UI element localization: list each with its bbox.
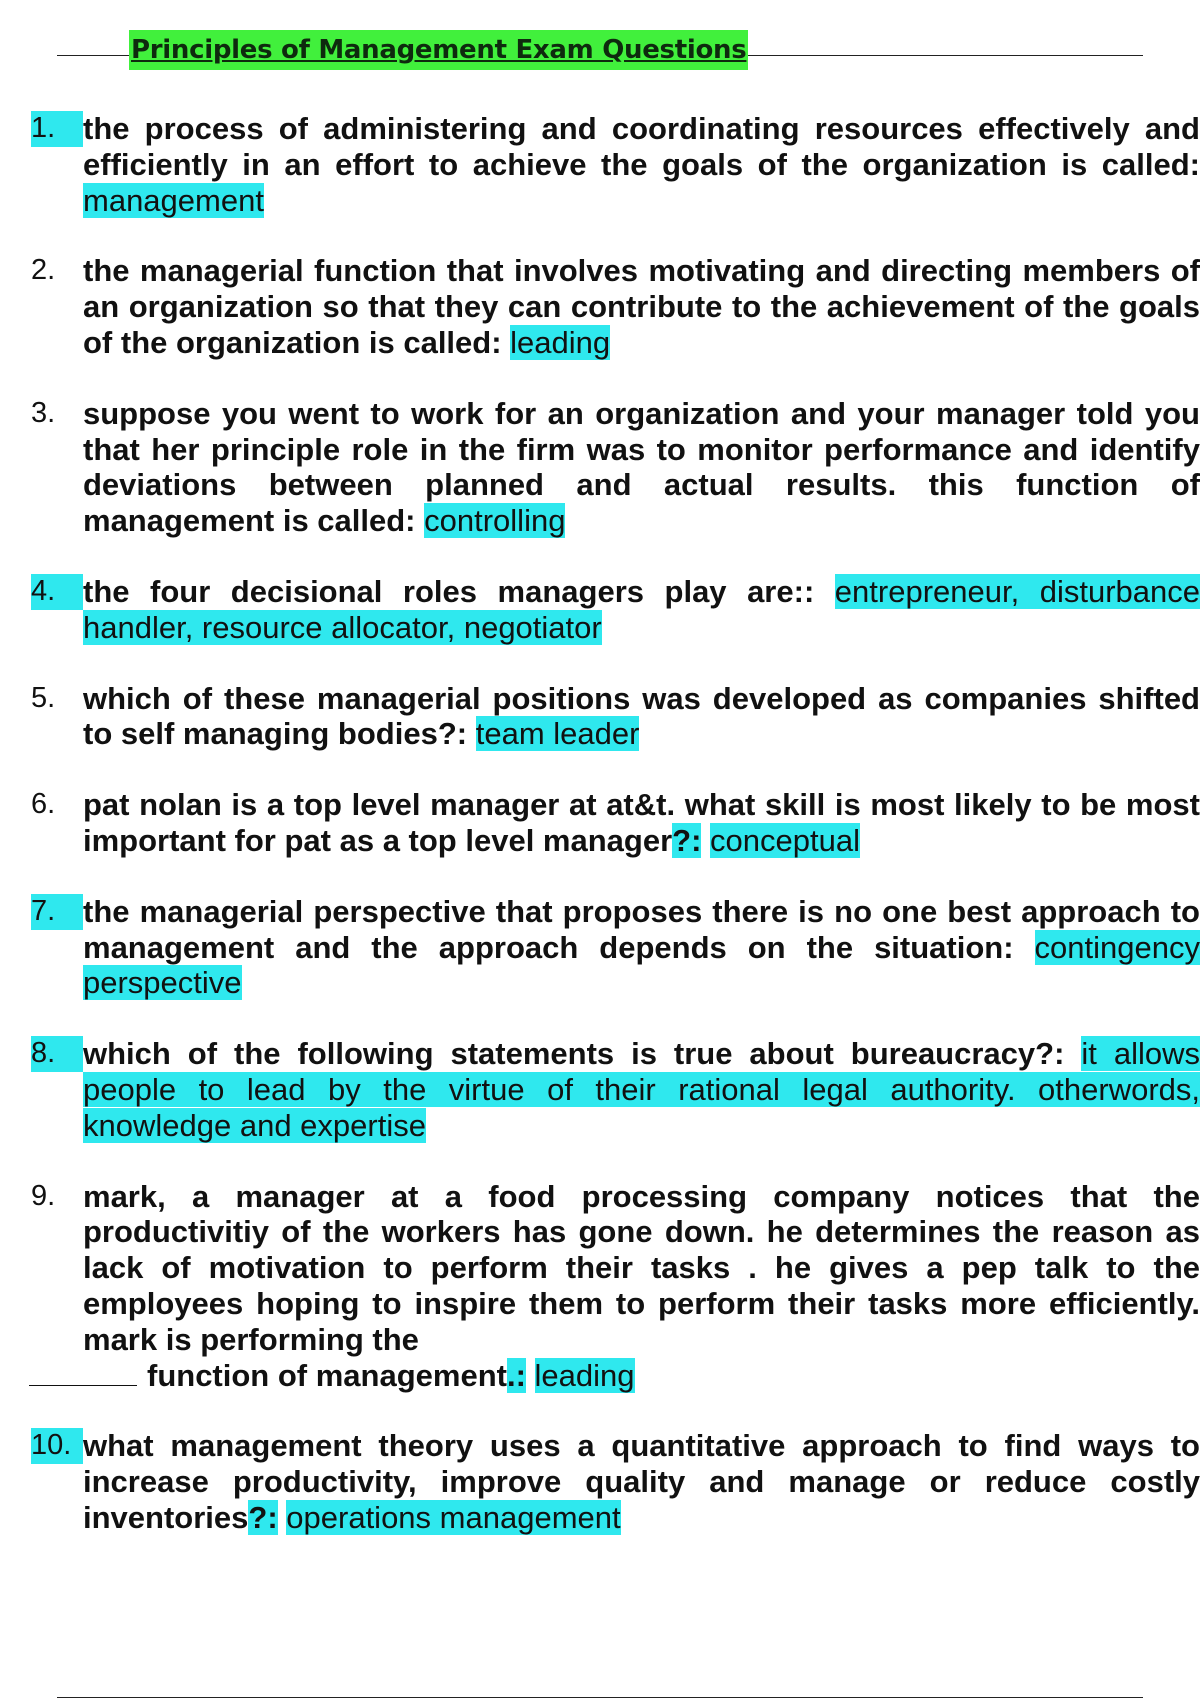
- question-item: [0, 396, 1200, 539]
- question-number: 9.: [31, 1179, 56, 1212]
- question-item: [0, 894, 1200, 1001]
- question-text: pat nolan is a top level manager at at&t. what skill is most likely to be most important for pat as a top level manager: [83, 787, 1200, 858]
- question-item: [0, 111, 1200, 218]
- answer-highlight: operations management: [286, 1499, 621, 1535]
- fill-in-blank: [29, 1363, 137, 1386]
- footer-rule: [57, 1697, 1143, 1698]
- answer-highlight: leading: [510, 324, 611, 360]
- question-item: [0, 1036, 1200, 1143]
- question-separator: ?:: [672, 822, 702, 858]
- question-list: [0, 111, 1200, 1571]
- answer-highlight: leading: [534, 1357, 635, 1393]
- question-number: 6.: [31, 788, 56, 821]
- question-text: which of the following statements is true about bureaucracy?:: [83, 1036, 1065, 1072]
- question-text: suppose you went to work for an organization and your manager told you that her principle role in the firm was to monitor performance and identify deviations between planned and actual results. this function of management is called:: [83, 395, 1200, 539]
- question-number: 10.: [31, 1428, 83, 1464]
- question-item: [0, 787, 1200, 859]
- question-number: 1.: [31, 111, 83, 147]
- answer-highlight: contingency perspective: [83, 929, 1200, 1001]
- page-title: Principles of Management Exam Questions: [129, 30, 748, 70]
- question-number: 3.: [31, 396, 56, 429]
- question-item: [0, 574, 1200, 646]
- question-item: [0, 1428, 1200, 1535]
- answer-highlight: controlling: [424, 503, 566, 539]
- question-text: the four decisional roles managers play are::: [83, 573, 815, 609]
- question-separator: ?:: [248, 1499, 278, 1535]
- question-item: [0, 681, 1200, 753]
- question-number: 4.: [31, 574, 83, 610]
- question-number: 7.: [31, 894, 83, 930]
- answer-highlight: entrepreneur, disturbance handler, resource allocator, negotiator: [83, 573, 1200, 645]
- question-text: the process of administering and coordinating resources effectively and efficiently in an effort to achieve the goals of the organization is called:: [83, 111, 1200, 182]
- answer-highlight: conceptual: [710, 822, 860, 858]
- question-item: [0, 253, 1200, 360]
- question-number: 8.: [31, 1036, 83, 1072]
- question-separator: .:: [506, 1357, 526, 1393]
- answer-highlight: management: [83, 182, 264, 218]
- question-number: 2.: [31, 254, 56, 287]
- question-text: the managerial perspective that proposes there is no one best approach to management and the approach depends on the situation:: [83, 893, 1200, 965]
- answer-highlight: it allows people to lead by the virtue of their rational legal authority. otherwords, knowledge and expertise: [83, 1036, 1200, 1143]
- answer-highlight: team leader: [475, 716, 640, 752]
- question-text: mark, a manager at a food processing company notices that the productivitiy of the workers has gone down. he determines the reason as lack of motivation to perform their tasks . he gives a pep talk to the employees hoping to inspire them to perform their tasks more efficiently. mark is performing the: [83, 1178, 1200, 1357]
- question-item: [0, 1179, 1200, 1394]
- question-number: 5.: [31, 681, 56, 714]
- question-text: what management theory uses a quantitative approach to find ways to increase productivity, improve quality and manage or reduce costly inventories: [83, 1428, 1200, 1535]
- question-text-after-blank: function of management: [147, 1357, 507, 1393]
- question-text: which of these managerial positions was developed as companies shifted to self managing bodies?:: [83, 680, 1200, 752]
- question-text: the managerial function that involves motivating and directing members of an organization so that they can contribute to the achievement of the goals of the organization is called:: [83, 253, 1200, 360]
